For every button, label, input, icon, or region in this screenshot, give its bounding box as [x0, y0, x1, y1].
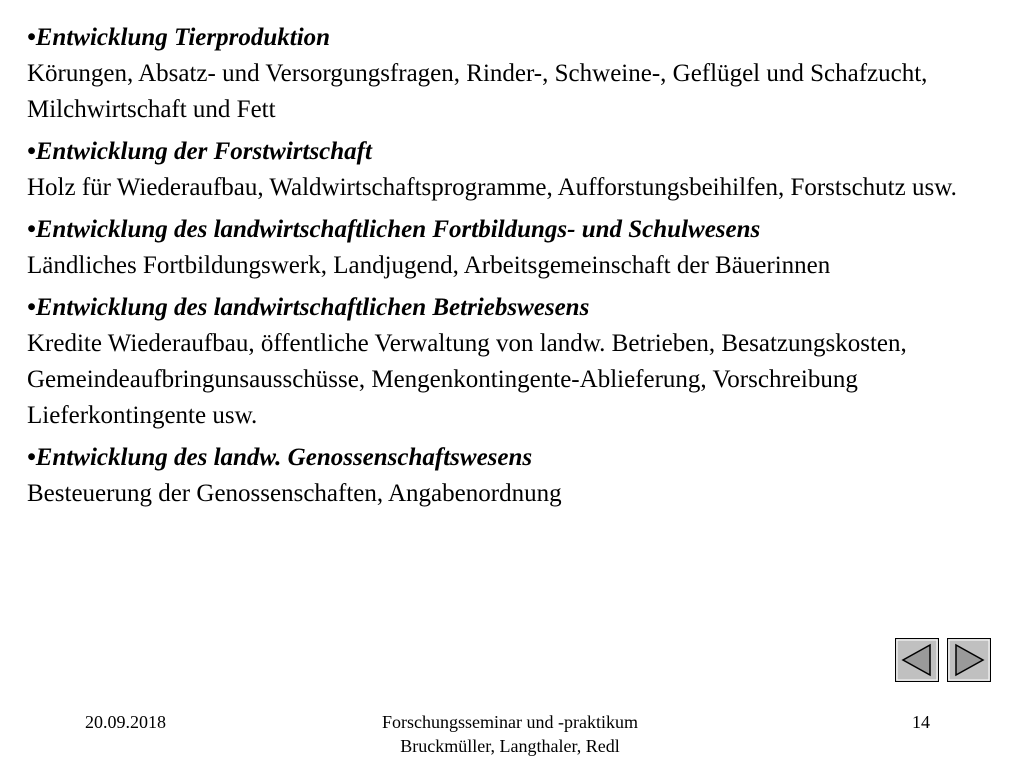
- section-heading: •Entwicklung des landwirtschaftlichen Betriebswesens: [27, 294, 590, 321]
- footer-title: [310, 710, 710, 758]
- section-tierproduktion: [27, 20, 977, 128]
- section-text: Kredite Wiederaufbau, öffentliche Verwaltung von landw. Betrieben, Besatzungskosten, Gemeindeaufbringunsausschüsse, Mengenkontingente-Ablieferung, Vorschreibung Lieferkontingente usw.: [27, 330, 907, 429]
- page-number: 14: [912, 712, 930, 732]
- section-forstwirtschaft: [27, 134, 977, 206]
- section-heading: •Entwicklung des landwirtschaftlichen Fortbildungs- und Schulwesens: [27, 216, 761, 243]
- section-heading: •Entwicklung des landw. Genossenschaftswesens: [27, 444, 533, 471]
- slide-navigation: [895, 638, 991, 682]
- section-genossenschaftswesen: [27, 440, 977, 512]
- slide-content: [27, 20, 977, 518]
- section-heading: •Entwicklung der Forstwirtschaft: [27, 138, 372, 165]
- footer-date: 20.09.2018: [85, 712, 166, 732]
- section-text: Körungen, Absatz- und Versorgungsfragen, Rinder-, Schweine-, Geflügel und Schafzucht, Milchwirtschaft und Fett: [27, 60, 928, 123]
- previous-slide-button[interactable]: [895, 638, 939, 682]
- slide-footer: [0, 710, 1024, 760]
- section-heading: •Entwicklung Tierproduktion: [27, 24, 331, 51]
- footer-title-line2: Bruckmüller, Langthaler, Redl: [400, 736, 620, 756]
- next-slide-button[interactable]: [947, 638, 991, 682]
- section-text: Besteuerung der Genossenschaften, Angabenordnung: [27, 480, 562, 507]
- section-text: Holz für Wiederaufbau, Waldwirtschaftsprogramme, Aufforstungsbeihilfen, Forstschutz usw.: [27, 174, 957, 201]
- section-text: Ländliches Fortbildungswerk, Landjugend, Arbeitsgemeinschaft der Bäuerinnen: [27, 252, 831, 279]
- section-betriebswesen: [27, 290, 977, 434]
- section-schulwesen: [27, 212, 977, 284]
- footer-title-line1: Forschungsseminar und -praktikum: [382, 712, 638, 732]
- triangle-right-icon: [948, 639, 990, 681]
- triangle-left-icon: [896, 639, 938, 681]
